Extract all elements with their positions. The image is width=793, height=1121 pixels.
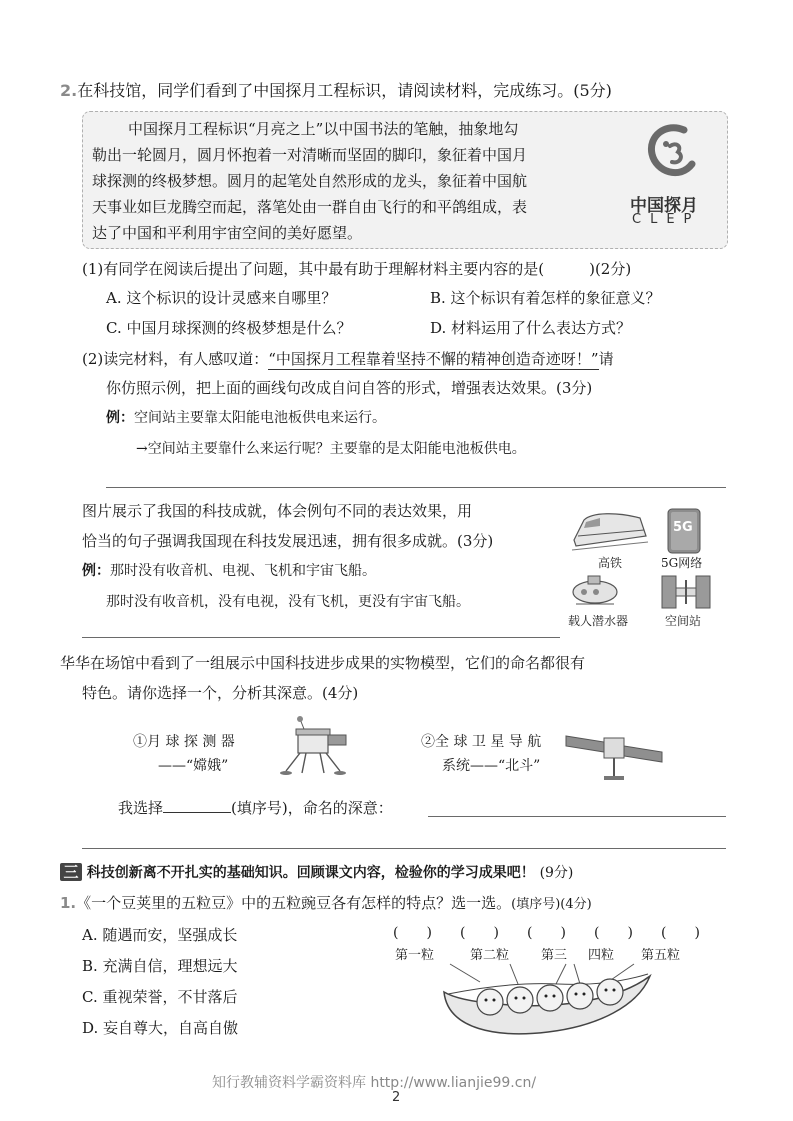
q2-example-1: 空间站主要靠太阳能电池板供电来运行。	[134, 410, 386, 426]
q2-example-2: →空间站主要靠什么来运行呢？主要靠的是太阳能电池板供电。	[136, 441, 526, 457]
pea-label-4: 四粒	[588, 948, 615, 963]
q4-item1-line-2: ——“嫦娥”	[158, 758, 229, 774]
pea-label-2: 第二粒	[470, 948, 510, 963]
pea-label-3: 第三	[541, 948, 568, 963]
q3-line-2: 恰当的句子强调我国现在科技发展迅速，拥有很多成就。(3分)	[82, 532, 494, 550]
section3-title: 科技创新离不开扎实的基础知识。回顾课文内容，检验你的学习成果吧！	[86, 865, 535, 881]
q4-answer-line-1[interactable]	[428, 816, 726, 817]
q2-sub2-quote: “中国探月工程靠着坚持不懈的精神创造奇迹呀！”	[268, 350, 599, 368]
clep-logo-cn: 中国探月	[630, 196, 698, 216]
submersible-icon	[570, 574, 620, 610]
q4-item2-line-2: 系统——“北斗”	[442, 758, 541, 774]
q2-sub1-option-a: A. 这个标识的设计灵感来自哪里？	[106, 289, 337, 307]
q3-example-line-1	[82, 560, 376, 580]
q3-5g-badge: 5G	[673, 520, 693, 535]
q3-image-label-submersible: 载人潜水器	[568, 614, 629, 628]
q2-answer-line[interactable]	[106, 487, 726, 488]
material-line-2: 勒出一轮圆月，圆月怀抱着一对清晰而坚固的脚印，象征着中国月	[92, 146, 528, 164]
q3-line-1: 图片展示了我国的科技成就，体会例句不同的表达效果，用	[82, 502, 473, 520]
material-line-5: 达了中国和平利用宇宙空间的美好愿望。	[92, 224, 363, 242]
q2-sub2-example-line-1	[106, 407, 386, 427]
q4-choose-line	[118, 797, 393, 818]
q3-example-label: 例：	[82, 563, 110, 579]
q2-stem-line	[60, 78, 612, 101]
section3-header	[60, 862, 573, 882]
q4-choice-blank[interactable]	[163, 798, 231, 813]
material-line-4: 天事业如巨龙腾空而起，落笔处由一群自由飞行的和平鸽组成，表	[92, 198, 528, 216]
s3-q1-option-a: A. 随遇而安，坚强成长	[82, 926, 238, 944]
q3-answer-line[interactable]	[82, 637, 560, 638]
s3-q1-note: (填序号)(4分)	[511, 897, 592, 912]
q4-choose-prefix: 我选择	[118, 799, 164, 817]
section3-score: (9分)	[539, 865, 574, 881]
pea-label-1: 第一粒	[395, 948, 435, 963]
clep-logo-icon	[640, 120, 704, 184]
q3-example-1: 那时没有收音机、电视、飞机和宇宙飞船。	[110, 563, 376, 579]
q2-number: 2.	[60, 81, 78, 100]
s3-q1-option-c: C. 重视荣誉，不甘落后	[82, 988, 238, 1006]
pea-bracket-2[interactable]: ( )	[460, 925, 499, 941]
q3-image-label-station: 空间站	[665, 614, 702, 628]
material-line-3: 球探测的终极梦想。圆月的起笔处自然形成的龙头，象征着中国航	[92, 172, 528, 190]
q3-image-label-5g: 5G网络	[661, 556, 703, 570]
space-station-icon	[660, 572, 712, 612]
q4-item2-line-1: ②全 球 卫 星 导 航	[421, 734, 542, 750]
pea-bracket-4[interactable]: ( )	[594, 925, 633, 941]
s3-q1-stem: 《一个豆荚里的五粒豆》中的五粒豌豆各有怎样的特点？选一选。	[76, 894, 512, 912]
peapod-icon	[438, 960, 658, 1040]
clep-logo-en: CLEP	[632, 212, 701, 227]
footer-watermark: 知行教辅资料学霸资料库 http://www.lianjie99.cn/	[212, 1075, 537, 1091]
q2-example-label: 例：	[106, 410, 134, 426]
pea-bracket-5[interactable]: ( )	[661, 925, 700, 941]
q2-sub1-option-c: C. 中国月球探测的终极梦想是什么？	[106, 319, 352, 337]
pea-bracket-3[interactable]: ( )	[527, 925, 566, 941]
q2-sub2-prefix: (2)读完材料，有人感叹道：	[82, 350, 269, 368]
satellite-icon	[564, 718, 664, 784]
q2-sub2-line-1	[82, 348, 614, 369]
q2-sub1-option-d: D. 材料运用了什么表达方式？	[430, 319, 632, 337]
lunar-probe-icon	[276, 715, 350, 779]
s3-q1-number: 1.	[60, 894, 77, 912]
q2-sub1-stem: (1)有同学在阅读后提出了问题，其中最有助于理解材料主要内容的是( )(2分)	[82, 260, 632, 278]
q4-line-2: 特色。请你选择一个，分析其深意。(4分)	[82, 684, 359, 702]
section3-badge: 三	[60, 863, 82, 881]
pea-bracket-1[interactable]: ( )	[393, 925, 432, 941]
s3-q1-option-d: D. 妄自尊大，自高自傲	[82, 1019, 239, 1037]
q3-example-2: 那时没有收音机，没有电视，没有飞机，更没有宇宙飞船。	[106, 594, 470, 610]
q2-stem: 在科技馆，同学们看到了中国探月工程标识，请阅读材料，完成练习。(5分)	[77, 81, 612, 100]
q2-sub1-option-b: B. 这个标识有着怎样的象征意义？	[430, 289, 661, 307]
q4-item1-line-1: ①月 球 探 测 器	[133, 734, 235, 750]
s3-q1-stem-line	[60, 892, 592, 913]
material-line-1: 中国探月工程标识“月亮之上”以中国书法的笔触，抽象地勾	[128, 120, 519, 138]
s3-q1-option-b: B. 充满自信，理想远大	[82, 957, 238, 975]
pea-label-5: 第五粒	[641, 948, 681, 963]
page-number: 2	[392, 1090, 401, 1105]
q3-image-label-train: 高铁	[598, 556, 623, 570]
q4-choose-mid: (填序号)，命名的深意：	[231, 799, 393, 817]
train-icon	[570, 506, 650, 552]
q4-line-1: 华华在场馆中看到了一组展示中国科技进步成果的实物模型，它们的命名都很有	[60, 654, 586, 672]
q2-sub2-suffix: 请	[598, 350, 614, 368]
q2-sub2-line-2: 你仿照示例，把上面的画线句改成自问自答的形式，增强表达效果。(3分)	[106, 379, 593, 397]
q4-answer-line-2[interactable]	[82, 848, 726, 849]
